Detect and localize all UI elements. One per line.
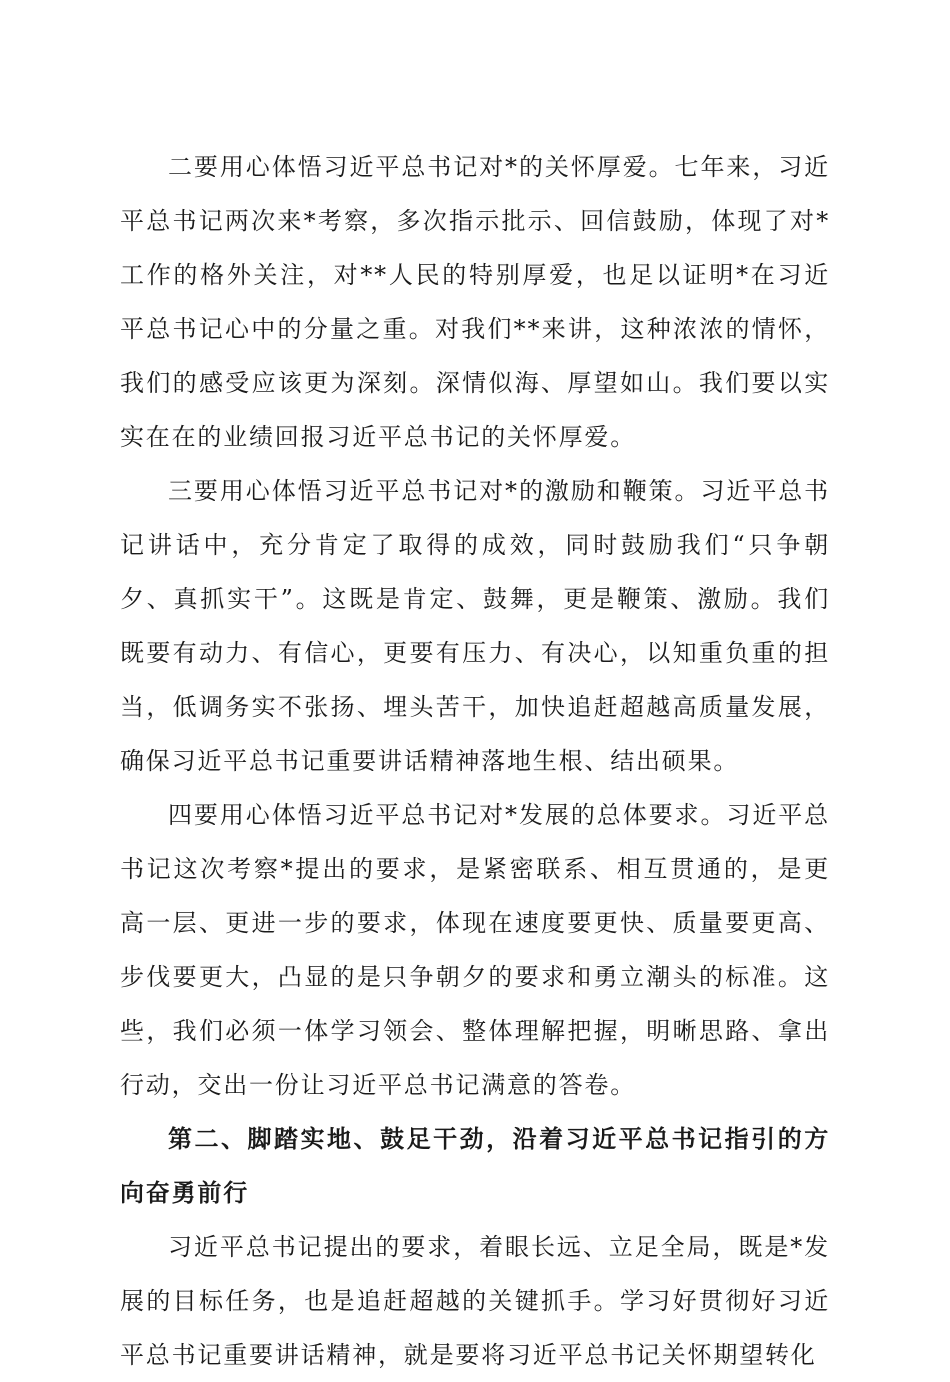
paragraph-encouragement: 三要用心体悟习近平总书记对*的激励和鞭策。习近平总书记讲话中，充分肯定了取得的成效，同时鼓励我们“只争朝夕、真抓实干”。这既是肯定、鼓舞，更是鞭策、激励。我们既要有动力、有信心，更要有压力、有决心，以知重负重的担当，低调务实不张扬、埋头苦干，加快追赶超越高质量发展，确保习近平总书记重要讲话精神落地生根、结出硕果。 bbox=[120, 477, 830, 775]
section-heading-second: 第二、脚踏实地、鼓足干劲，沿着习近平总书记指引的方向奋勇前行 bbox=[120, 1124, 830, 1207]
paragraph-requirements-intro: 习近平总书记提出的要求，着眼长远、立足全局，既是*发展的目标任务，也是追赶超越的关键抓手。学习好贯彻好习近平总书记重要讲话精神，就是要将习近平总书记关怀期望转化 bbox=[120, 1233, 830, 1369]
document-body bbox=[120, 140, 830, 1382]
paragraph-care-and-love: 二要用心体悟习近平总书记对*的关怀厚爱。七年来，习近平总书记两次来*考察，多次指示批示、回信鼓励，体现了对*工作的格外关注，对**人民的特别厚爱，也足以证明*在习近平总书记心中的分量之重。对我们**来讲，这种浓浓的情怀，我们的感受应该更为深刻。深情似海、厚望如山。我们要以实实在在的业绩回报习近平总书记的关怀厚爱。 bbox=[120, 153, 830, 451]
paragraph-overall-requirements: 四要用心体悟习近平总书记对*发展的总体要求。习近平总书记这次考察*提出的要求，是紧密联系、相互贯通的，是更高一层、更进一步的要求，体现在速度要更快、质量要更高、步伐要更大，凸显的是只争朝夕的要求和勇立潮头的标准。这些，我们必须一体学习领会、整体理解把握，明晰思路、拿出行动，交出一份让习近平总书记满意的答卷。 bbox=[120, 801, 830, 1099]
